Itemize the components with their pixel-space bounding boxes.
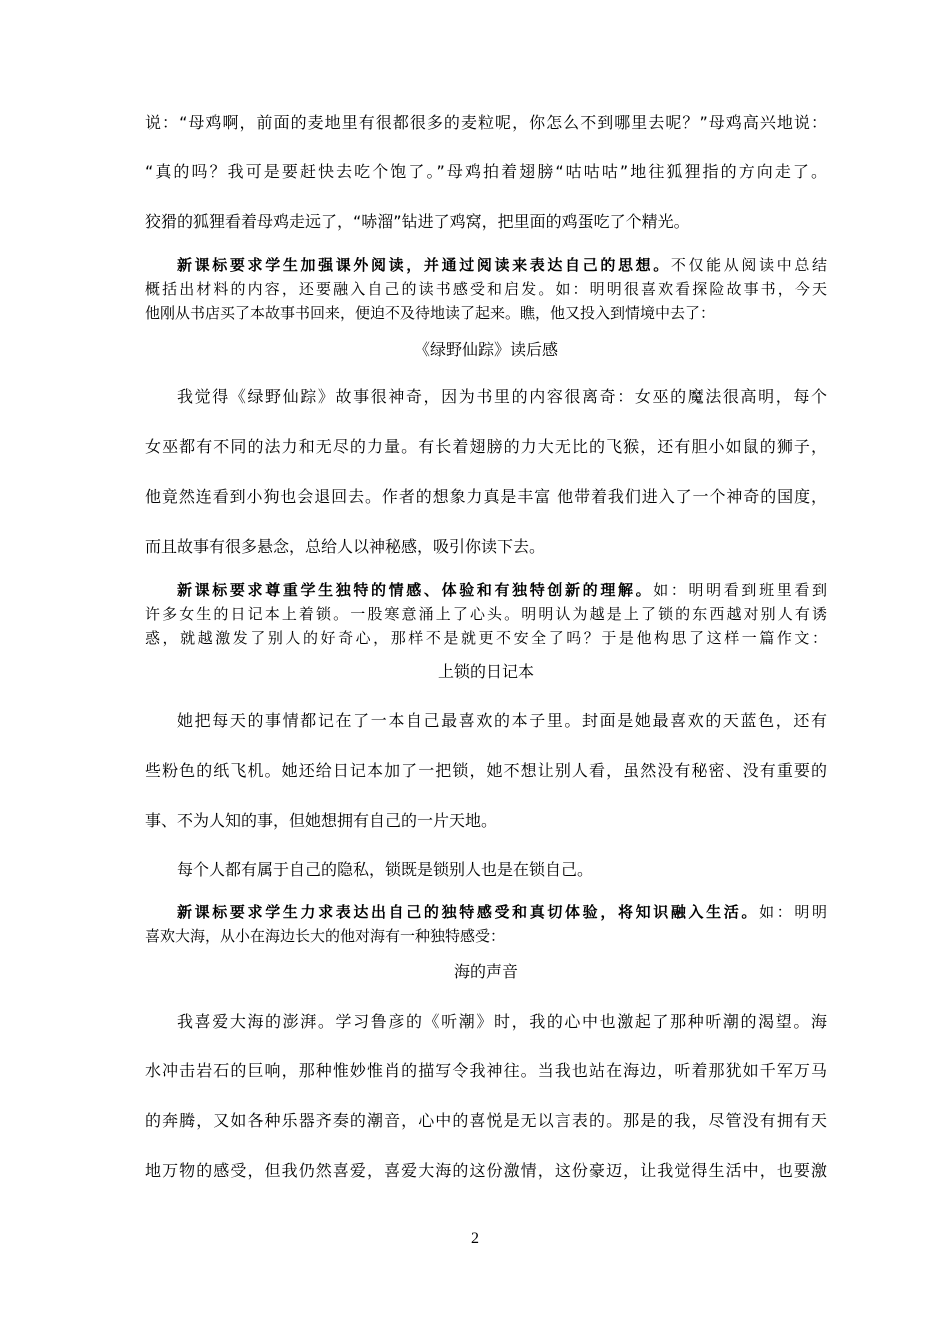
story-line: “真的吗？我可是要赶快去吃个饱了。”母鸡拍着翅膀“咕咕咕”地往狐狸指的方向走了。 xyxy=(145,162,827,181)
requirement-line xyxy=(177,254,827,276)
requirement-text: 如：明明看到班里看到 xyxy=(653,581,827,599)
requirement-heading: 新课标要求学生力求表达出自己的独特感受和真切体验，将知识融入生活。 xyxy=(177,903,760,921)
requirement-line: 许多女生的日记本上着锁。一股寒意涌上了心头。明明认为越是上了锁的东西越对别人有诱 xyxy=(145,605,827,623)
essay-line: 而且故事有很多悬念，总给人以神秘感，吸引你读下去。 xyxy=(145,537,546,556)
requirement-line xyxy=(177,901,827,923)
requirement-line: 他刚从书店买了本故事书回来，便迫不及待地读了起来。瞧，他又投入到情境中去了： xyxy=(145,304,716,322)
essay-line: 每个人都有属于自己的隐私，锁既是锁别人也是在锁自己。 xyxy=(177,860,594,879)
requirement-text: 不仅能从阅读中总结 xyxy=(670,256,827,274)
essay-line: 我喜爱大海的澎湃。学习鲁彦的《听潮》时，我的心中也激起了那种听潮的渴望。海 xyxy=(177,1012,827,1031)
essay-line: 些粉色的纸飞机。她还给日记本加了一把锁，她不想让别人看，虽然没有秘密、没有重要的 xyxy=(145,761,827,780)
essay-line: 他竟然连看到小狗也会退回去。作者的想象力真是丰富 他带着我们进入了一个神奇的国度， xyxy=(145,487,827,506)
requirement-heading: 新课标要求尊重学生独特的情感、体验和有独特创新的理解。 xyxy=(177,581,654,599)
essay-title: 上锁的日记本 xyxy=(437,662,534,681)
requirement-line: 喜欢大海，从小在海边长大的他对海有一种独特感受： xyxy=(145,927,506,945)
page-number: 2 xyxy=(471,1230,479,1247)
essay-title: 海的声音 xyxy=(453,962,518,981)
essay-line: 女巫都有不同的法力和无尽的力量。有长着翅膀的力大无比的飞猴，还有胆小如鼠的狮子， xyxy=(145,437,827,456)
essay-line: 事、不为人知的事，但她想拥有自己的一片天地。 xyxy=(145,811,498,830)
requirement-line: 惑，就越激发了别人的好奇心，那样不是就更不安全了吗？于是他构思了这样一篇作文： xyxy=(145,629,827,647)
requirement-line xyxy=(177,579,827,601)
essay-line: 她把每天的事情都记在了一本自己最喜欢的本子里。封面是她最喜欢的天蓝色，还有 xyxy=(177,711,827,730)
requirement-text: 如：明明 xyxy=(759,903,827,921)
essay-title: 《绿野仙踪》读后感 xyxy=(413,340,558,359)
requirement-heading: 新课标要求学生加强课外阅读，并通过阅读来表达自己的思想。 xyxy=(177,256,671,274)
requirement-line: 概括出材料的内容，还要融入自己的读书感受和启发。如：明明很喜欢看探险故事书，今天 xyxy=(145,280,827,298)
essay-line: 的奔腾，又如各种乐器齐奏的潮音，心中的喜悦是无以言表的。那是的我，尽管没有拥有天 xyxy=(145,1111,827,1130)
essay-line: 地万物的感受，但我仍然喜爱，喜爱大海的这份激情，这份豪迈，让我觉得生活中，也要激 xyxy=(145,1161,827,1180)
story-line: 狡猾的狐狸看着母鸡走远了，“哧溜”钻进了鸡窝，把里面的鸡蛋吃了个精光。 xyxy=(145,212,690,231)
essay-line: 我觉得《绿野仙踪》故事很神奇，因为书里的内容很离奇：女巫的魔法很高明，每个 xyxy=(177,387,827,406)
story-line: 说：“母鸡啊，前面的麦地里有很都很多的麦粒呢，你怎么不到哪里去呢？”母鸡高兴地说： xyxy=(145,113,827,132)
essay-line: 水冲击岩石的巨响，那种惟妙惟肖的描写令我神往。当我也站在海边，听着那犹如千军万马 xyxy=(145,1061,827,1080)
